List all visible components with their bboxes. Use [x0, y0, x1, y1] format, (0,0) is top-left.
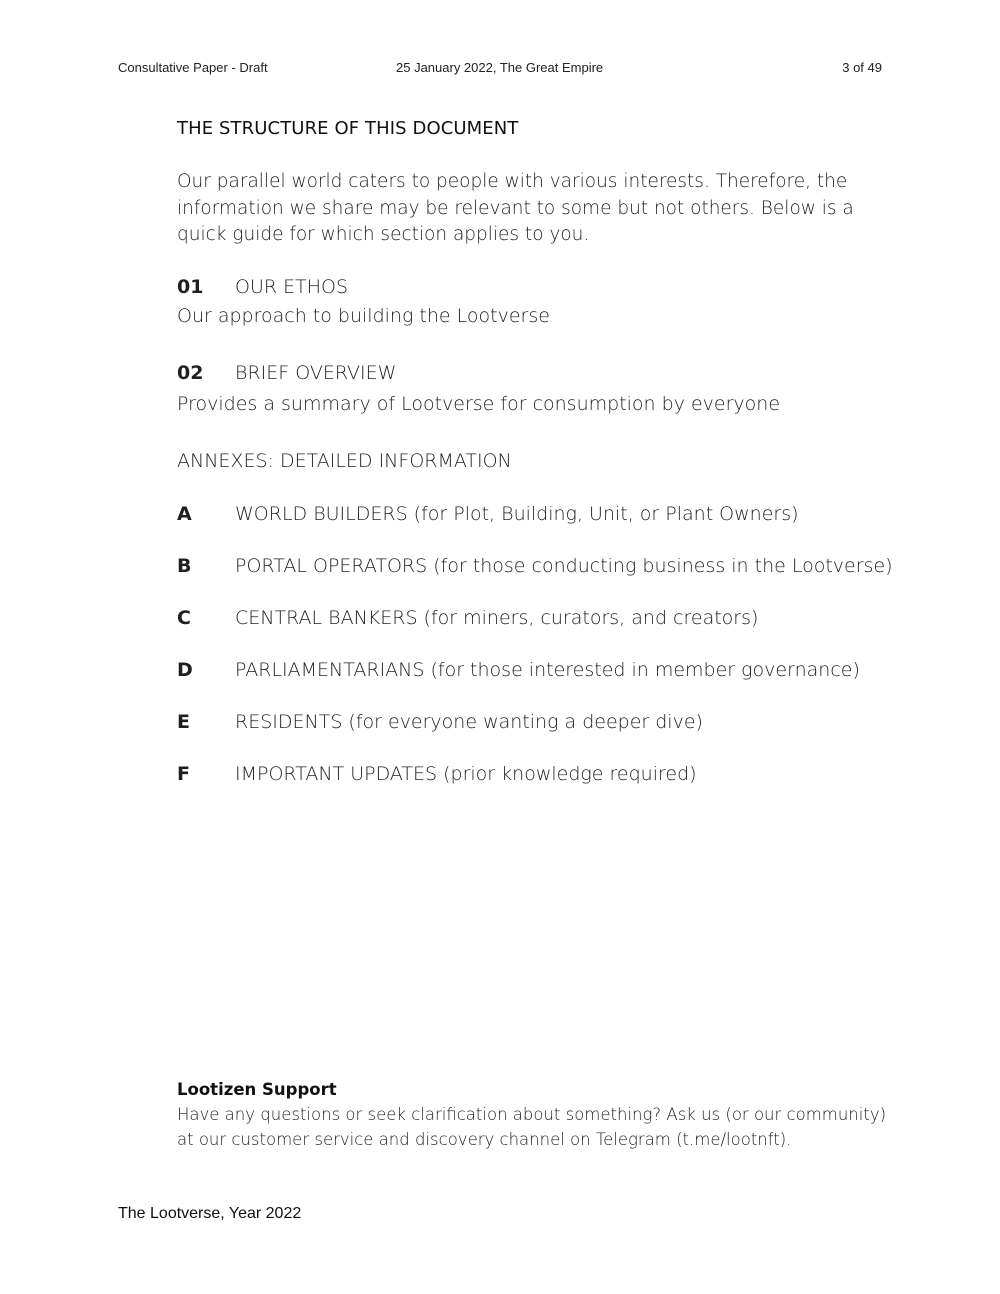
section-entry-02: [177, 362, 396, 384]
intro-paragraph: Our parallel world caters to people with various interests. Therefore, the information we share may be relevant to some but not others. Below is a quick guide for which section applies to you.: [177, 171, 854, 245]
annexes-heading: ANNEXES: DETAILED INFORMATION: [177, 450, 512, 472]
section-description: Provides a summary of Lootverse for consumption by everyone: [177, 393, 781, 415]
annex-letter: C: [177, 607, 191, 629]
annex-item-c: [177, 607, 758, 629]
section-name: OUR ETHOS: [235, 276, 349, 298]
page-title: THE STRUCTURE OF THIS DOCUMENT: [177, 118, 519, 139]
annex-letter: A: [177, 503, 192, 525]
annex-letter: B: [177, 555, 192, 577]
annex-text: WORLD BUILDERS (for Plot, Building, Unit, or Plant Owners): [235, 503, 799, 525]
footer-text: The Lootverse, Year 2022: [118, 1205, 302, 1222]
annex-text: RESIDENTS (for everyone wanting a deeper dive): [235, 711, 703, 733]
section-number: 01: [177, 276, 204, 298]
section-description: Our approach to building the Lootverse: [177, 305, 550, 327]
annex-text: PORTAL OPERATORS (for those conducting business in the Lootverse): [235, 555, 893, 577]
annex-letter: F: [177, 763, 190, 785]
section-name: BRIEF OVERVIEW: [235, 362, 397, 384]
section-entry-01: [177, 276, 348, 298]
annex-text: CENTRAL BANKERS (for miners, curators, and creators): [235, 607, 759, 629]
header-page-number: 3 of 49: [842, 60, 882, 75]
annex-item-a: [177, 503, 799, 525]
annex-text: PARLIAMENTARIANS (for those interested in member governance): [235, 659, 860, 681]
annex-letter: E: [177, 711, 190, 733]
section-number: 02: [177, 362, 204, 384]
support-text: Have any questions or seek clarification about something? Ask us (or our community) at our customer service and discovery channel on Telegram (t.me/lootnft).: [177, 1105, 887, 1149]
header-doc-title: Consultative Paper - Draft: [118, 60, 268, 75]
annex-item-e: [177, 711, 703, 733]
annex-item-d: [177, 659, 860, 681]
annex-letter: D: [177, 659, 193, 681]
annex-text: IMPORTANT UPDATES (prior knowledge required): [235, 763, 697, 785]
annex-item-f: [177, 763, 697, 785]
support-title: Lootizen Support: [177, 1080, 337, 1099]
header-date-location: 25 January 2022, The Great Empire: [396, 60, 604, 75]
annex-item-b: [177, 555, 893, 577]
